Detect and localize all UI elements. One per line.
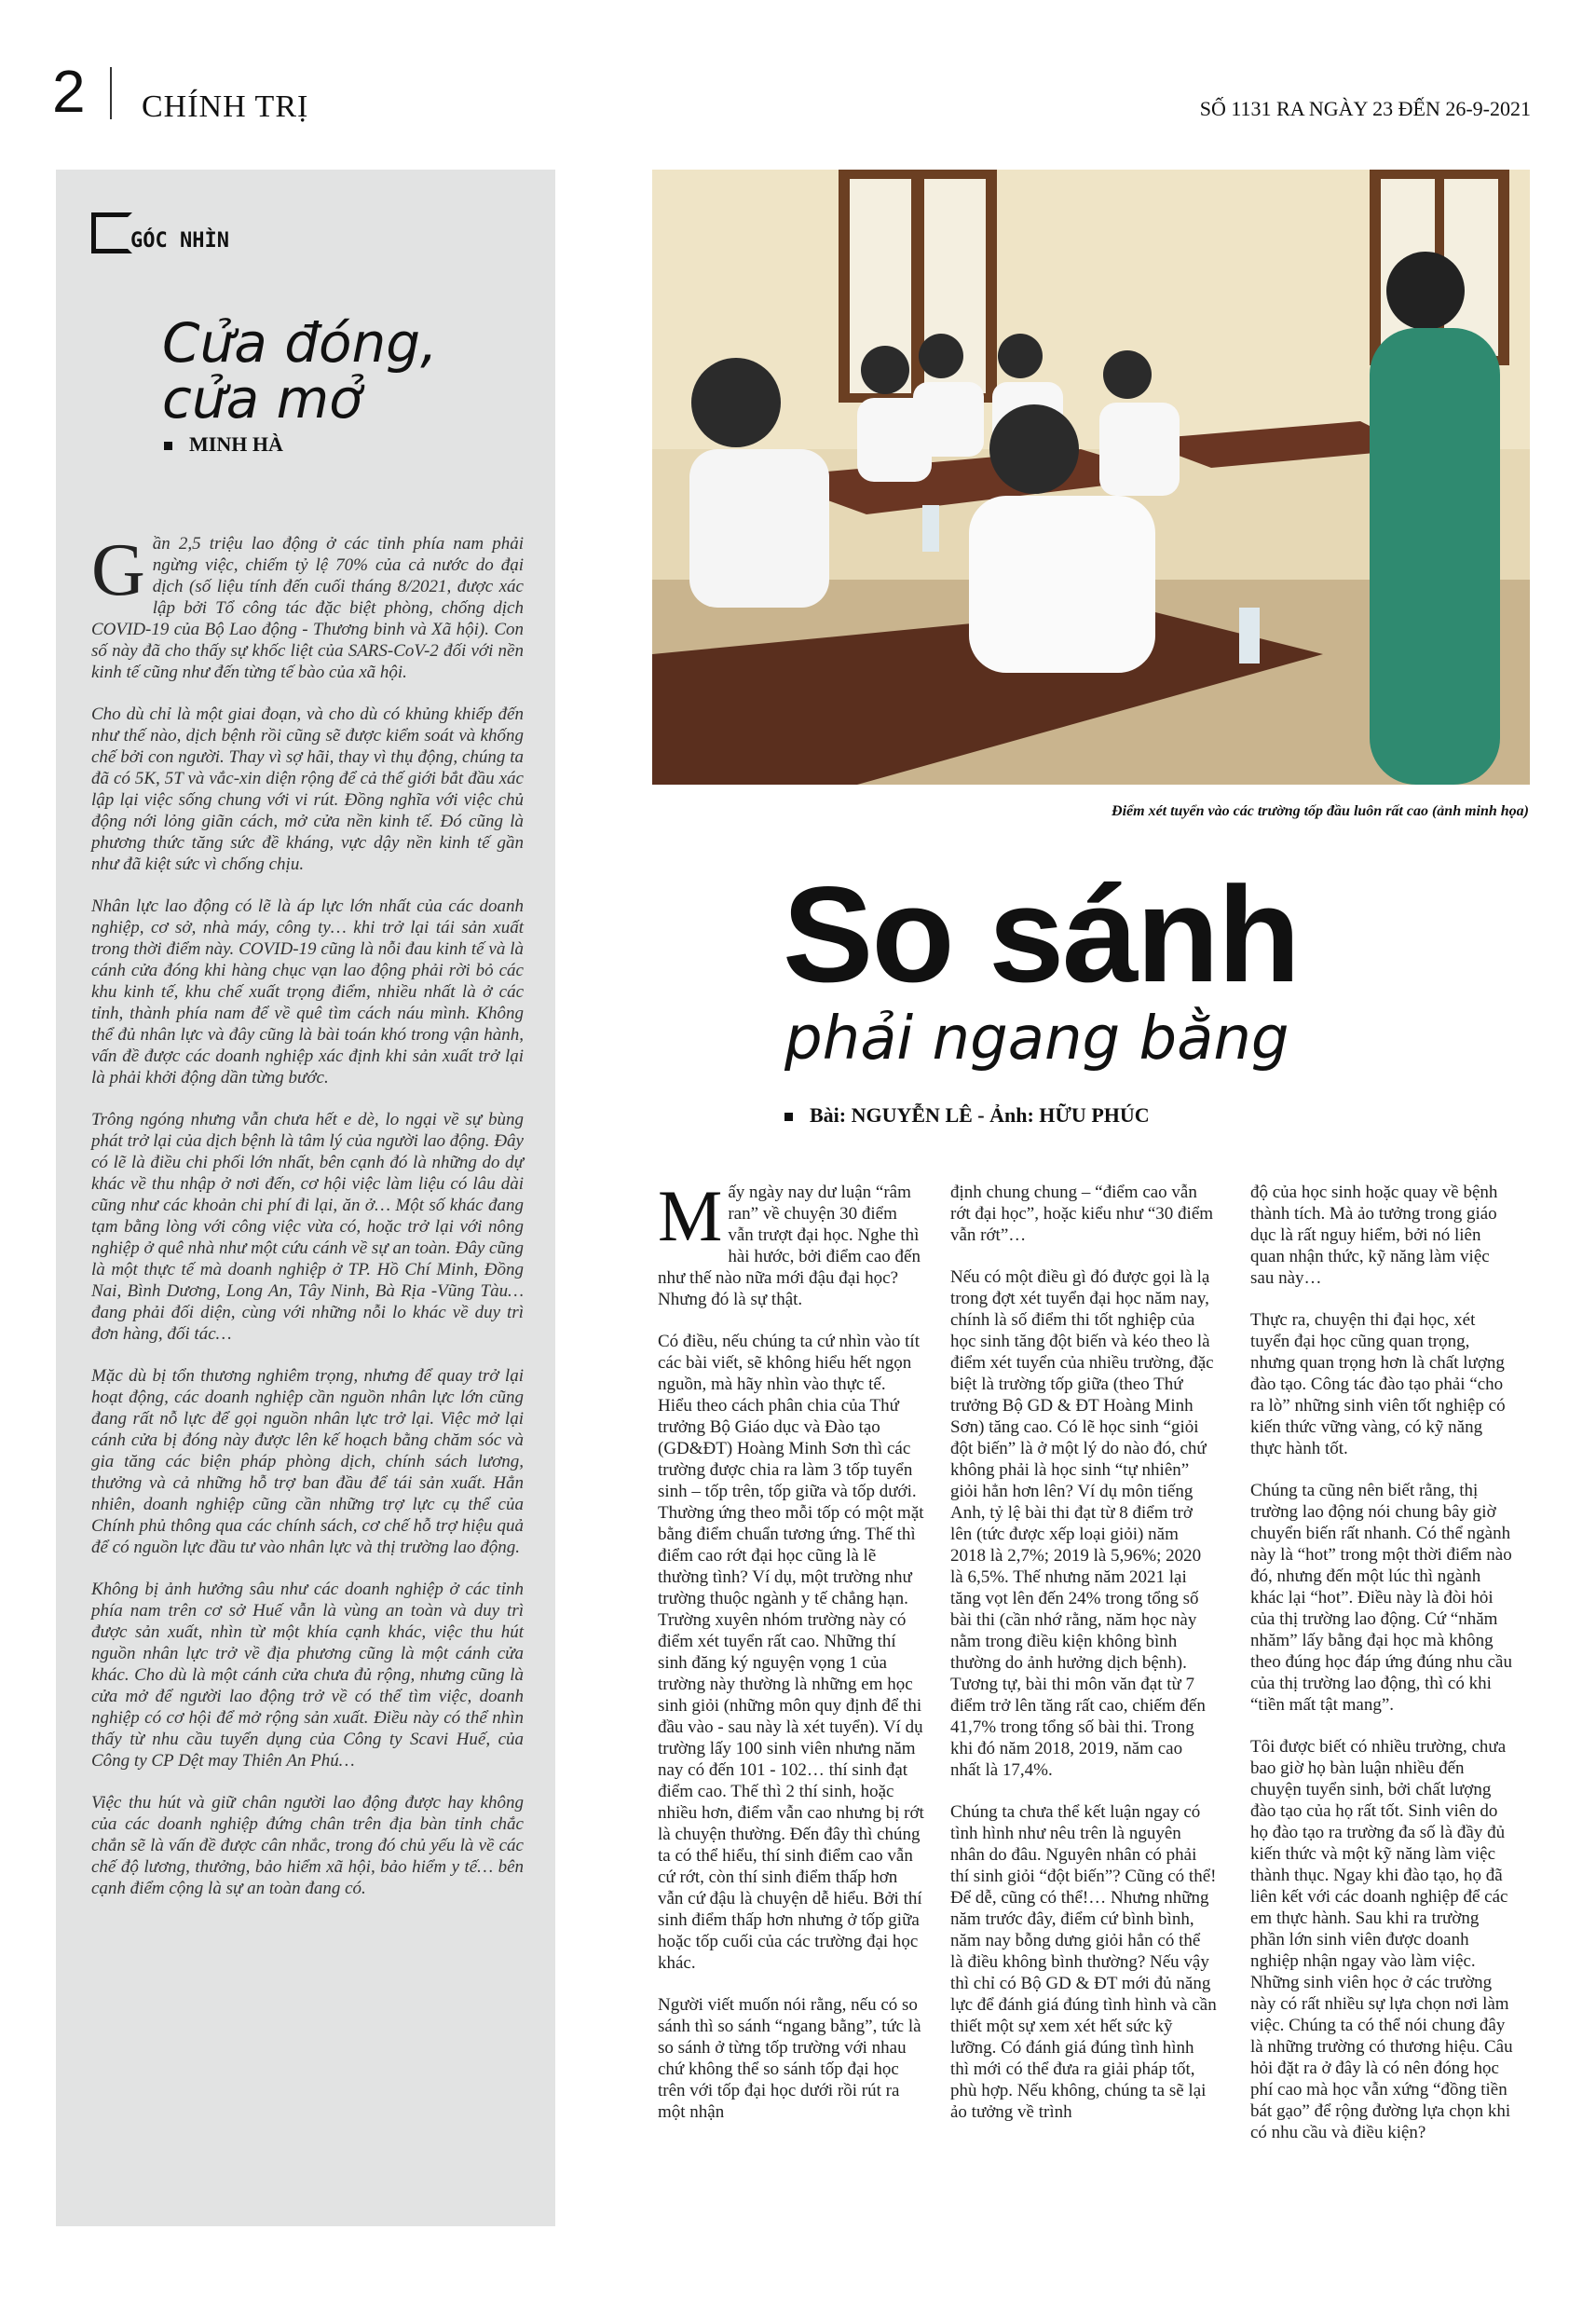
article-column-2 <box>950 1182 1217 2143</box>
sidebar-author <box>164 432 283 457</box>
issue-info: SỐ 1131 RA NGÀY 23 ĐẾN 26-9-2021 <box>1199 97 1531 120</box>
article-paragraph: Thực ra, chuyện thi đại học, xét tuyển đại học cũng quan trọng, nhưng quan trọng hơn là chất lượng đào tạo. Công tác đào tạo phải “cho ra lò” những sinh viên tốt nghiệp có kiến thức vững vàng, có kỹ năng thực hành tốt. <box>1250 1310 1506 1458</box>
section-title: CHÍNH TRỊ <box>142 89 309 124</box>
sidebar-label: GÓC NHÌN <box>130 229 229 253</box>
article-paragraph: Người viết muốn nói rằng, nếu có so sánh thì so sánh “ngang bằng”, tức là so sánh ở từng tốp trường với nhau chứ không thể so sánh tốp đại học trên với tốp đại học dưới rồi rút ra một nhận <box>658 1995 921 2122</box>
article-column-1 <box>658 1175 924 2143</box>
corner-bracket-icon <box>91 212 132 253</box>
sidebar-paragraph: Mặc dù bị tổn thương nghiêm trọng, nhưng để quay trở lại hoạt động, các doanh nghiệp cần nguồn nhân lực lớn cũng đang rất nỗ lực để gọi nguồn nhân lực trở lại. Việc mở lại cánh cửa bị đóng này được lên kế hoạch bằng chăm sóc và gia tăng các biện pháp phòng dịch, chính sách lương, thưởng và cả những hỗ trợ ban đầu để tái sản xuất. Hẳn nhiên, doanh nghiệp cũng cần những trợ lực cụ thể của Chính phủ thông qua các chính sách, cơ chế hỗ trợ hiệu quả để có nguồn lực đầu tư vào nhân lực và thị trường lao động. <box>91 1366 524 1557</box>
page-number: 2 <box>52 58 86 125</box>
article-photo <box>652 170 1530 785</box>
sidebar-title <box>162 311 438 431</box>
article-paragraph: Mấy ngày nay dư luận “râm ran” về chuyện 30 điểm vẫn trượt đại học. Nghe thì hài hước, bởi điểm cao đến như thế nào nữa mới đậu đại học? Nhưng đó là sự thật. <box>658 1175 921 1309</box>
sidebar-body <box>91 529 524 1920</box>
article-byline <box>784 1103 1150 1128</box>
article-dropcap: M <box>658 1175 723 1256</box>
sidebar-title-line2: cửa mở <box>162 367 362 431</box>
sidebar-paragraph: Không bị ảnh hưởng sâu như các doanh nghiệp ở các tỉnh phía nam trên cơ sở Huế vẫn là vùng an toàn và duy trì được sản xuất, nhìn từ một khía cạnh khác, việc thu hút nguồn nhân lực trở về địa phương cũng là một cánh cửa khác. Cho dù là một cánh cửa chưa đủ rộng, nhưng cũng là cửa mở để người lao động trở về có thể tìm việc, doanh nghiệp có cơ hội để mở rộng sản xuất. Điều này có thể nhìn thấy từ nhu cầu tuyển dụng của Công ty Scavi Huế, của Công ty CP Dệt may Thiên An Phú… <box>91 1580 524 1771</box>
article-subheadline: phải ngang bằng <box>784 1005 1289 1074</box>
photo-caption: Điểm xét tuyển vào các trường tốp đầu luôn rất cao (ảnh minh họa) <box>1112 803 1529 819</box>
article-paragraph: Chúng ta chưa thể kết luận ngay có tình hình như nêu trên là nguyên nhân do đâu. Nguyên nhân có phải thí sinh giỏi “đột biến”? Cũng có thể! Để dễ, cũng có thể!… Nhưng những năm trước đây, điểm cứ bình bình, năm nay bỗng dưng giỏi hẳn có thể là điều không bình thường? Nếu vậy thì chỉ có Bộ GD & ĐT mới đủ năng lực để đánh giá đúng tình hình và cần thiết một sự xem xét hết sức kỹ lưỡng. Có đánh giá đúng tình hình thì mới có thể đưa ra giải pháp tốt, phù hợp. Nếu không, chúng ta sẽ lại ảo tưởng về trình <box>950 1802 1217 2122</box>
bullet-square-icon <box>784 1113 793 1121</box>
byline-text: Bài: NGUYỄN LÊ - Ảnh: HỮU PHÚC <box>810 1103 1150 1127</box>
sidebar-paragraph: Cho dù chỉ là một giai đoạn, và cho dù có khủng khiếp đến như thế nào, dịch bệnh rồi cũng sẽ được kiểm soát và khống chế bởi con người. Thay vì sợ hãi, thay vì thụ động, chúng ta đã có 5K, 5T và vắc-xin diện rộng để cả thế giới bắt đầu xác lập lại việc sống chung với vi rút. Đồng nghĩa với việc chủ động nới lỏng giãn cách, mở cửa nền kinh tế. Đó cũng là phương thức tăng sức đề kháng, vực dậy nền kinh tế gần như đã kiệt sức vì chống chịu. <box>91 705 524 874</box>
article-paragraph: Nếu có một điều gì đó được gọi là lạ trong đợt xét tuyển đại học năm nay, chính là số điểm thi tốt nghiệp của học sinh tăng đột biến và kéo theo là điểm xét tuyển của nhiều trường, đặc biệt là trường tốp giữa (theo Thứ trưởng Bộ GD & ĐT Hoàng Minh Sơn) tăng cao. Có lẽ học sinh “giỏi đột biến” là ở một lý do nào đó, chứ không phải là học sinh “tự nhiên” giỏi hẳn hơn lên? Ví dụ môn tiếng Anh, tỷ lệ bài thi đạt từ 8 điểm trở lên (tức được xếp loại giỏi) năm 2018 là 2,7%; 2019 là 5,96%; 2020 là 6,5%. Thế nhưng năm 2021 lại tăng vọt lên đến 24% trong tổng số bài thi (cần nhớ rằng, năm học này nằm trong điều kiện không bình thường do ảnh hưởng dịch bệnh). Tương tự, bài thi môn văn đạt từ 7 điểm trở lên tăng rất cao, chiếm đến 41,7% trong tổng số bài thi. Trong khi đó năm 2018, 2019, năm cao nhất là 17,4%. <box>950 1267 1214 1780</box>
header-divider <box>110 67 112 119</box>
article-headline: So sánh <box>783 858 1299 1010</box>
article-paragraph: định chung chung – “điểm cao vẫn rớt đại học”, hoặc kiểu như “30 điểm vẫn rớt”… <box>950 1183 1214 1245</box>
sidebar-author-name: MINH HÀ <box>189 432 283 456</box>
sidebar-paragraph: Gần 2,5 triệu lao động ở các tỉnh phía nam phải ngừng việc, chiếm tỷ lệ 70% của cả nước do đại dịch (số liệu tính đến cuối tháng 8/2021, được xác lập bởi Tổ công tác đặc biệt phòng, chống dịch COVID-19 của Bộ Lao động - Thương binh và Xã hội). Con số này đã cho thấy sự khốc liệt của SARS-CoV-2 đối với nền kinh tế cũng như đến từng tế bào của xã hội. <box>91 529 524 682</box>
article-paragraph: Tôi được biết có nhiều trường, chưa bao giờ họ bàn luận nhiều đến chuyện tuyển sinh, bởi chất lượng đào tạo của họ rất tốt. Sinh viên do họ đào tạo ra trường đa số là đầy đủ kiến thức và một kỹ năng làm việc thành thục. Ngay khi đào tạo, họ đã liên kết với các doanh nghiệp để các em thực hành. Sau khi ra trường phần lớn sinh viên được doanh nghiệp nhận ngay vào làm việc. Những sinh viên học ở các trường này có rất nhiều sự lựa chọn nơi làm việc. Chúng ta có thể nói chung đây là những trường có thương hiệu. Câu hỏi đặt ra ở đây là có nên đóng học phí cao mà học vẫn xứng “đồng tiền bát gạo” để rộng đường lựa chọn khi có nhu cầu và điều kiện? <box>1250 1737 1513 2142</box>
classroom-illustration <box>652 170 1530 785</box>
sidebar-title-line1: Cửa đóng, <box>162 311 438 375</box>
sidebar-dropcap: G <box>91 529 145 611</box>
bullet-square-icon <box>164 442 172 450</box>
sidebar-paragraph: Nhân lực lao động có lẽ là áp lực lớn nhất của các doanh nghiệp, cơ sở, nhà máy, công ty… khi trở lại tái sản xuất trong thời điểm này. COVID-19 cũng là nỗi đau kinh tế và là cánh cửa đóng khi hàng chục vạn lao động phải rời bỏ các khu kinh tế, khu chế xuất trọng điểm, nhiều nhất là ở các tỉnh, thành phía nam để về quê tìm cách náu mình. Không thể đủ nhân lực và đây cũng là bài toán khó trong vận hành, vấn đề được các doanh nghiệp xác định khi sản xuất trở lại là phải khởi động dần từng bước. <box>91 896 524 1088</box>
sidebar-paragraph: Việc thu hút và giữ chân người lao động được hay không của các doanh nghiệp đứng chân trên địa bàn tỉnh chắc chắn sẽ là vấn đề được cân nhắc, trong đó chủ yếu là về các chế độ lương, thưởng, bảo hiểm xã hội, bảo hiểm y tế… bên cạnh điểm cộng là sự an toàn đang có. <box>91 1793 524 1898</box>
article-paragraph: độ của học sinh hoặc quay về bệnh thành tích. Mà ảo tưởng trong giáo dục là rất nguy hiểm, bởi nó liên quan nhận thức, kỹ năng làm việc sau này… <box>1250 1183 1498 1288</box>
article-paragraph: Chúng ta cũng nên biết rằng, thị trường lao động nói chung bây giờ chuyển biến rất nhanh. Có thể ngành này là “hot” trong một thời điểm nào đó, nhưng đến một lúc thì ngành khác lại “hot”. Điều này là đòi hỏi của thị trường lao động. Cứ “nhăm nhăm” lấy bằng đại học mà không theo đúng học đáp ứng đúng nhu cầu của thị trường lao động, thì có khi “tiền mất tật mang”. <box>1250 1481 1512 1715</box>
sidebar-paragraph: Trông ngóng nhưng vẫn chưa hết e dè, lo ngại về sự bùng phát trở lại của dịch bệnh là tâm lý của người lao động. Đây có lẽ là điều chi phối lớn nhất, bên cạnh đó là những do dự khác về thu nhập ở nơi đến, cơ hội việc làm liệu có lâu dài cũng như các khoản chi phí đi lại, ăn ở… Một số khác đang tạm bằng lòng với công việc vừa có, hoặc trở lại với nông nghiệp ở quê nhà như một cứu cánh về sự an toàn. Đây cũng là một thực tế mà doanh nghiệp ở TP. Hồ Chí Minh, Đồng Nai, Bình Dương, Long An, Tây Ninh, Bà Rịa -Vũng Tàu… đang phải đối diện, cùng với những nỗi lo khác về duy trì đơn hàng, đối tác… <box>91 1110 524 1344</box>
article-paragraph: Có điều, nếu chúng ta cứ nhìn vào tít các bài viết, sẽ không hiểu hết ngọn nguồn, mà hãy nhìn vào thực tế. Hiểu theo cách phân chia của Thứ trưởng Bộ Giáo dục và Đào tạo (GD&ĐT) Hoàng Minh Sơn thì các trường được chia ra làm 3 tốp tuyển sinh – tốp trên, tốp giữa và tốp dưới. Thường ứng theo mỗi tốp có một mặt bằng điểm chuẩn tương ứng. Thế thì điểm cao rớt đại học cũng là lẽ thường tình? Ví dụ, một trường như trường thuộc ngành y tế chẳng hạn. Trường xuyên nhóm trường này có điểm xét tuyển rất cao. Những thí sinh đăng ký nguyện vọng 1 của trường này thường là những em học sinh giỏi (những môn quy định để thi đầu vào - sau này là xét tuyển). Ví dụ trường lấy 100 sinh viên nhưng năm nay có đến 101 - 102… thí sinh đạt điểm cao. Thế thì 2 thí sinh, hoặc nhiều hơn, điểm vẫn cao nhưng bị rớt là chuyện thường. Đến đây thì chúng ta có thể hiểu, thí sinh điểm cao vẫn cứ rớt, còn thí sinh điểm thấp hơn vẫn cứ đậu là chuyện dễ hiểu. Bởi thí sinh điểm thấp hơn nhưng ở tốp giữa hoặc tốp cuối của các trường đại học khác. <box>658 1332 924 1973</box>
article-column-3 <box>1250 1182 1517 2164</box>
